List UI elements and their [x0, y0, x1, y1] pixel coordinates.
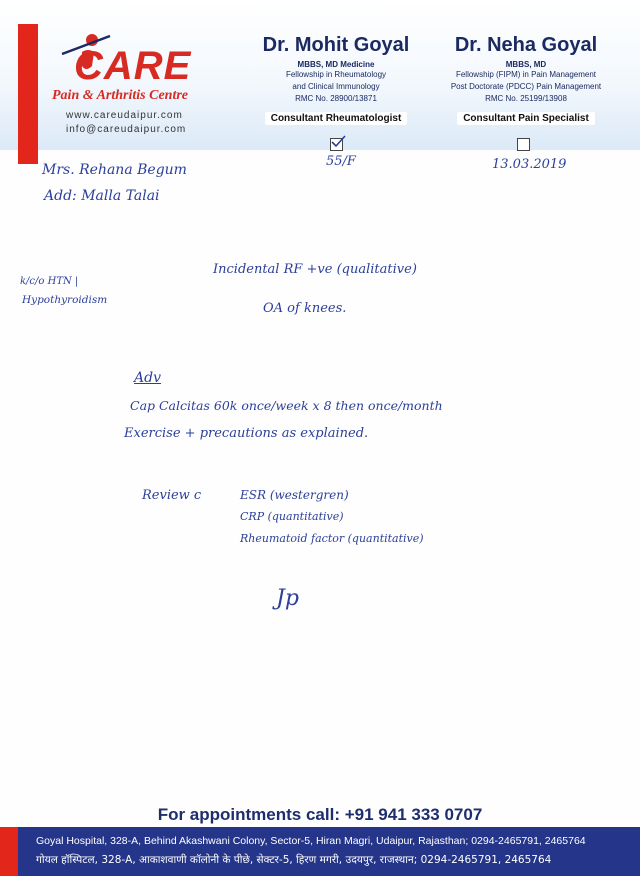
advice-line: Exercise + precautions as explained. [124, 426, 369, 441]
pain-specialist-checkbox [517, 138, 530, 151]
doctor-role: Consultant Pain Specialist [457, 112, 595, 125]
patient-name: Mrs. Rehana Begum [42, 162, 187, 178]
footer-address-hindi: गोयल हॉस्पिटल, 328-A, आकाशवाणी कॉलोनी के पीछे, सेक्टर-5, हिरण मगरी, उदयपुर, राजस्थान; 0294-2465791, 2465764 [36, 854, 552, 866]
doctor-block-neha [432, 34, 620, 126]
doctor-qualification: Fellowship (FIPM) in Pain Management [455, 70, 597, 79]
doctor-block-mohit [245, 34, 427, 126]
age-sex: 55/F [326, 154, 356, 169]
doctor-registration: RMC No. 28900/13871 [295, 94, 377, 103]
patient-address: Add: Malla Talai [44, 188, 160, 204]
logo-tagline: Pain & Arthritis Centre [52, 88, 189, 103]
footer-address-english: Goyal Hospital, 328-A, Behind Akashwani Colony, Sector-5, Hiran Magri, Udaipur, Rajasthan; 0294-2465791, 2465764 [36, 835, 586, 847]
advice-heading: Adv [134, 370, 161, 386]
appointment-call: For appointments call: +91 941 333 0707 [157, 805, 483, 824]
check-icon [330, 135, 346, 149]
care-logo [52, 26, 227, 138]
footer-red-accent [0, 827, 18, 876]
logo-email: info@careudaipur.com [66, 124, 187, 135]
doctor-name: Dr. Mohit Goyal [262, 34, 410, 56]
test-line: CRP (quantitative) [240, 510, 344, 523]
advice-line: Cap Calcitas 60k once/week x 8 then once/month [130, 398, 443, 413]
test-line: Rheumatoid factor (quantitative) [240, 532, 424, 545]
doctor-qualification: Fellowship in Rheumatology [285, 70, 387, 79]
review-label: Review c [142, 488, 202, 503]
history-line: Hypothyroidism [22, 294, 108, 306]
finding-line: OA of knees. [263, 301, 347, 316]
doctor-role: Consultant Rheumatologist [265, 112, 408, 125]
doctor-registration: RMC No. 25199/13908 [485, 94, 567, 103]
doctor-signature: Jp [276, 586, 299, 611]
doctor-name: Dr. Neha Goyal [454, 34, 598, 56]
doctor-qualification: Post Doctorate (PDCC) Pain Management [450, 82, 602, 91]
history-line: k/c/o HTN | [20, 276, 79, 287]
test-line: ESR (westergren) [240, 488, 349, 502]
logo-brand: CARE [74, 44, 192, 88]
visit-date: 13.03.2019 [492, 157, 567, 172]
logo-website: www.careudaipur.com [66, 110, 183, 121]
doctor-qualification: and Clinical Immunology [292, 82, 380, 91]
rheumatologist-checkbox [330, 138, 343, 151]
finding-line: Incidental RF +ve (qualitative) [213, 262, 417, 277]
doctor-degrees: MBBS, MD [505, 60, 547, 69]
red-accent-strip [18, 24, 38, 164]
doctor-degrees: MBBS, MD Medicine [297, 60, 375, 69]
